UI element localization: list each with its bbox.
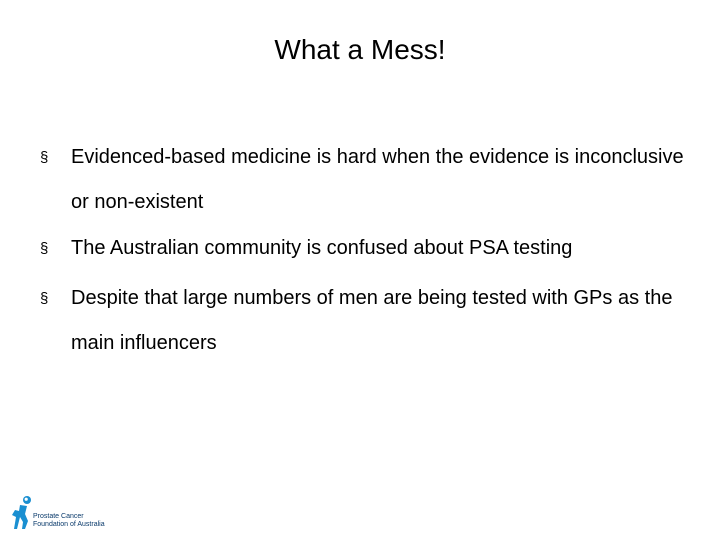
bullet-marker: §: [40, 240, 49, 257]
bullet-marker: §: [40, 149, 49, 166]
bullet-text: Despite that large numbers of men are being tested with GPs as the main influencers: [71, 287, 673, 354]
bullet-text: Evidenced-based medicine is hard when the evidence is inconclusive or non-existent: [71, 146, 684, 213]
bullet-item: [40, 226, 690, 271]
bullet-text: The Australian community is confused about PSA testing: [71, 237, 573, 259]
bullet-item: [40, 276, 690, 366]
bullet-marker: §: [40, 290, 49, 307]
logo-line-1: Prostate Cancer: [33, 513, 84, 520]
bullet-item: [40, 135, 690, 225]
slide-title: What a Mess!: [274, 34, 446, 65]
logo-line-2: Foundation of Australia: [33, 521, 105, 528]
logo-wordmark: [33, 513, 105, 529]
foundation-logo: [10, 495, 120, 531]
running-figure-icon: [10, 495, 34, 531]
